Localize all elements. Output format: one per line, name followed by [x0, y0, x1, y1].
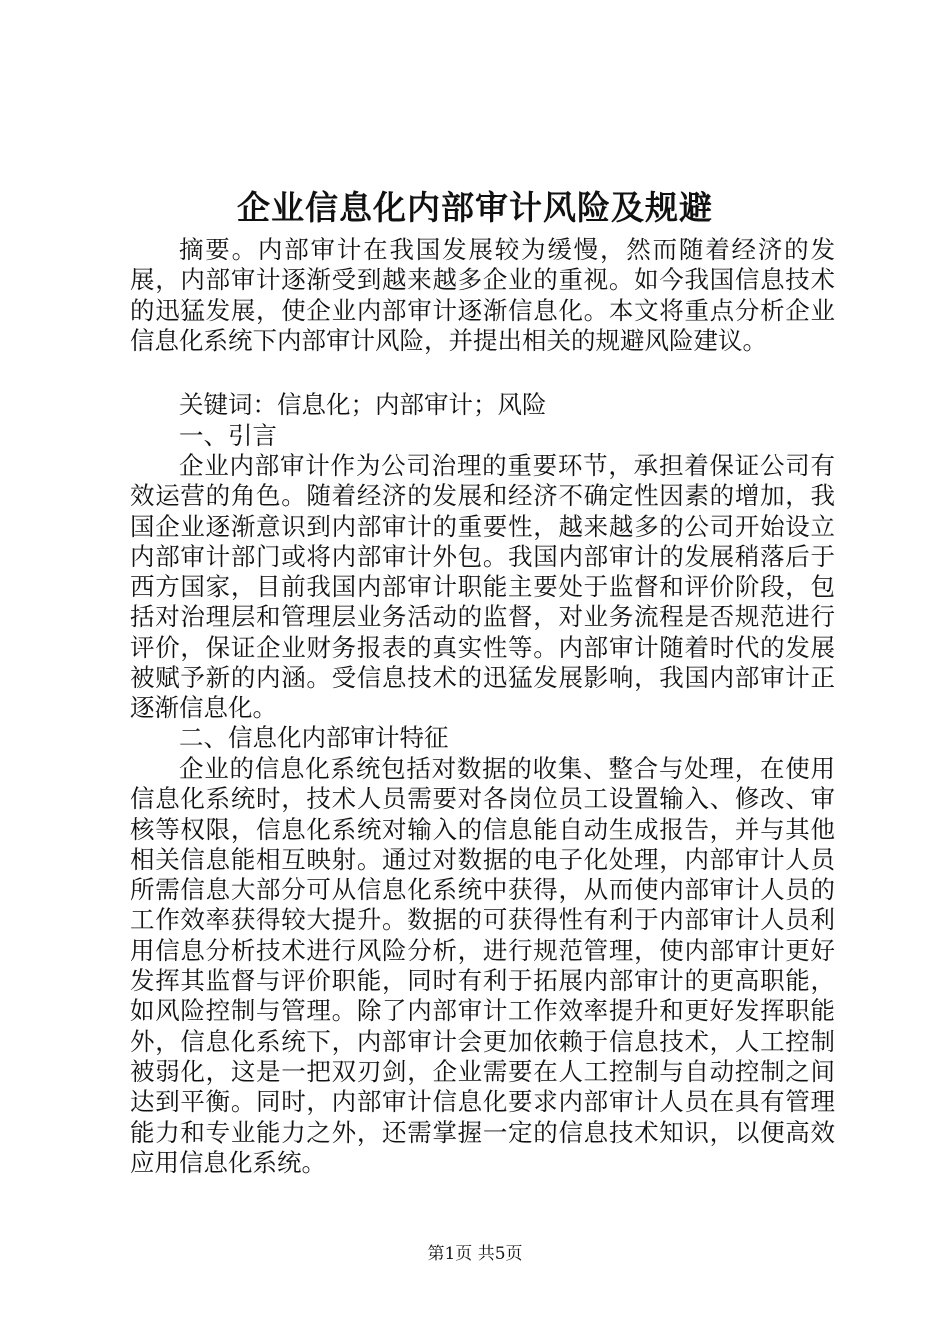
- section-heading-features: 二、信息化内部审计特征: [179, 723, 449, 752]
- introduction-paragraph: 企业内部审计作为公司治理的重要环节，承担着保证公司有效运营的角色。随着经济的发展和经济不确定性因素的增加，我国企业逐渐意识到内部审计的重要性，越来越多的公司开始设立内部审计部门或将内部审计外包。我国内部审计的发展稍落后于西方国家，目前我国内部审计职能主要处于监督和评价阶段，包括对治理层和管理层业务活动的监督，对业务流程是否规范进行评价，保证企业财务报表的真实性等。内部审计随着时代的发展被赋予新的内涵。受信息技术的迅猛发展影响，我国内部审计正逐渐信息化。: [130, 451, 835, 723]
- section-heading-introduction: 一、引言: [179, 421, 277, 450]
- keywords-line: 关键词：信息化；内部审计；风险: [179, 390, 547, 419]
- abstract-paragraph: 摘要。内部审计在我国发展较为缓慢，然而随着经济的发展，内部审计逐渐受到越来越多企业的重视。如今我国信息技术的迅猛发展，使企业内部审计逐渐信息化。本文将重点分析企业信息化系统下内部审计风险，并提出相关的规避风险建议。: [130, 235, 835, 355]
- document-title: 企业信息化内部审计风险及规避: [237, 188, 713, 227]
- page-number-footer: 第1页 共5页: [427, 1244, 523, 1264]
- features-paragraph: 企业的信息化系统包括对数据的收集、整合与处理，在使用信息化系统时，技术人员需要对各岗位员工设置输入、修改、审核等权限，信息化系统对输入的信息能自动生成报告，并与其他相关信息能相互映射。通过对数据的电子化处理，内部审计人员所需信息大部分可从信息化系统中获得，从而使内部审计人员的工作效率获得较大提升。数据的可获得性有利于内部审计人员利用信息分析技术进行风险分析，进行规范管理，使内部审计更好发挥其监督与评价职能，同时有利于拓展内部审计的更高职能，如风险控制与管理。除了内部审计工作效率提升和更好发挥职能外，信息化系统下，内部审计会更加依赖于信息技术，人工控制被弱化，这是一把双刃剑，企业需要在人工控制与自动控制之间达到平衡。同时，内部审计信息化要求内部审计人员在具有管理能力和专业能力之外，还需掌握一定的信息技术知识，以便高效应用信息化系统。: [130, 754, 835, 1177]
